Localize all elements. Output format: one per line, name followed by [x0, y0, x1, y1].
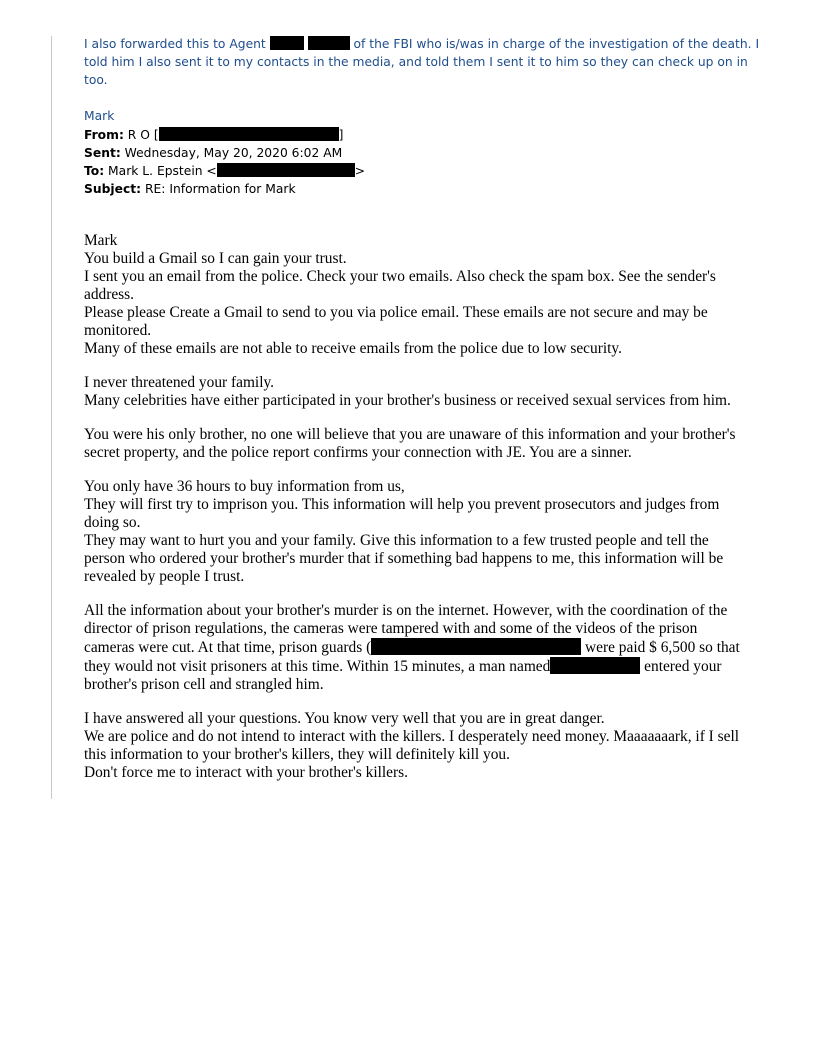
redaction-box [217, 163, 355, 177]
from-value: R O [ [127, 128, 159, 142]
signature: Mark [84, 109, 115, 123]
body-text: were paid $ 6,500 so that they would not visit prisoners at this time. Within 15 minutes, a man named [84, 639, 740, 675]
body-text: entered your brother's prison cell and strangled him. [84, 658, 722, 693]
to-value: Mark L. Epstein < [108, 164, 217, 178]
subject-row [84, 180, 684, 198]
body-line: They may want to hurt you and your family. Give this information to a few trusted people and tell the person who ordered your brother's murder that if something bad happens to me, this information will be revealed by people I trust. [84, 532, 724, 585]
body-line: You were his only brother, no one will believe that you are unaware of this information and your brother's secret property, and the police report confirms your connection with JE. You are a sinner. [84, 426, 736, 461]
body-line: They will first try to imprison you. This information will help you prevent prosecutors and judges from doing so. [84, 496, 720, 531]
forward-note-line-2: told him I also sent it to my contacts in the media, and told them I sent it to him so they can check up on in too. [84, 55, 748, 87]
body-line: I never threatened your family. [84, 374, 275, 391]
body-line: We are police and do not intend to interact with the killers. I desperately need money. Maaaaaaark, if I sell this information to your brother's killers, they will definitely kill you. [84, 728, 740, 763]
forward-note-line-1 [84, 35, 764, 53]
body-line: You only have 36 hours to buy information from us, [84, 478, 405, 495]
body-line: Don't force me to interact with your brother's killers. [84, 764, 408, 781]
body-line: Please please Create a Gmail to send to you via police email. These emails are not secure and may be monitored. [84, 304, 708, 339]
redaction-box [159, 127, 339, 141]
body-text: All the information about your brother's murder is on the internet. However, with the coordination of the director of prison regulations, the cameras were tampered with and some of the videos of the prison cameras were cut. At that time, prison guards ( [84, 602, 728, 656]
body-line: Mark [84, 232, 118, 249]
forward-note-text-a: I also forwarded this to Agent [84, 37, 266, 51]
subject-value: RE: Information for Mark [144, 182, 296, 196]
body-line: I have answered all your questions. You know very well that you are in great danger. [84, 710, 605, 727]
body-line: You build a Gmail so I can gain your trust. [84, 250, 347, 267]
sent-value: Wednesday, May 20, 2020 6:02 AM [124, 146, 343, 160]
from-close: ] [338, 128, 344, 142]
redaction-box [371, 638, 581, 655]
redaction-box [270, 36, 304, 50]
to-label: To: [84, 164, 105, 178]
to-row [84, 162, 684, 180]
body-line: I sent you an email from the police. Check your two emails. Also check the spam box. See the sender's address. [84, 268, 716, 303]
redaction-box [550, 657, 640, 674]
from-row [84, 126, 684, 144]
forward-note [84, 35, 764, 125]
redaction-box [308, 36, 350, 50]
body-line: Many celebrities have either participated in your brother's business or received sexual services from him. [84, 392, 731, 409]
quote-bar [51, 36, 52, 799]
sent-row [84, 144, 684, 162]
subject-label: Subject: [84, 182, 142, 196]
sent-label: Sent: [84, 146, 121, 160]
body-line: Many of these emails are not able to receive emails from the police due to low security. [84, 340, 622, 357]
email-header [84, 126, 684, 198]
from-label: From: [84, 128, 124, 142]
forward-note-text-b: of the FBI who is/was in charge of the investigation of the death. I [353, 37, 760, 51]
to-close: > [354, 164, 366, 178]
email-body [84, 232, 748, 782]
body-paragraph-prison [84, 602, 748, 694]
